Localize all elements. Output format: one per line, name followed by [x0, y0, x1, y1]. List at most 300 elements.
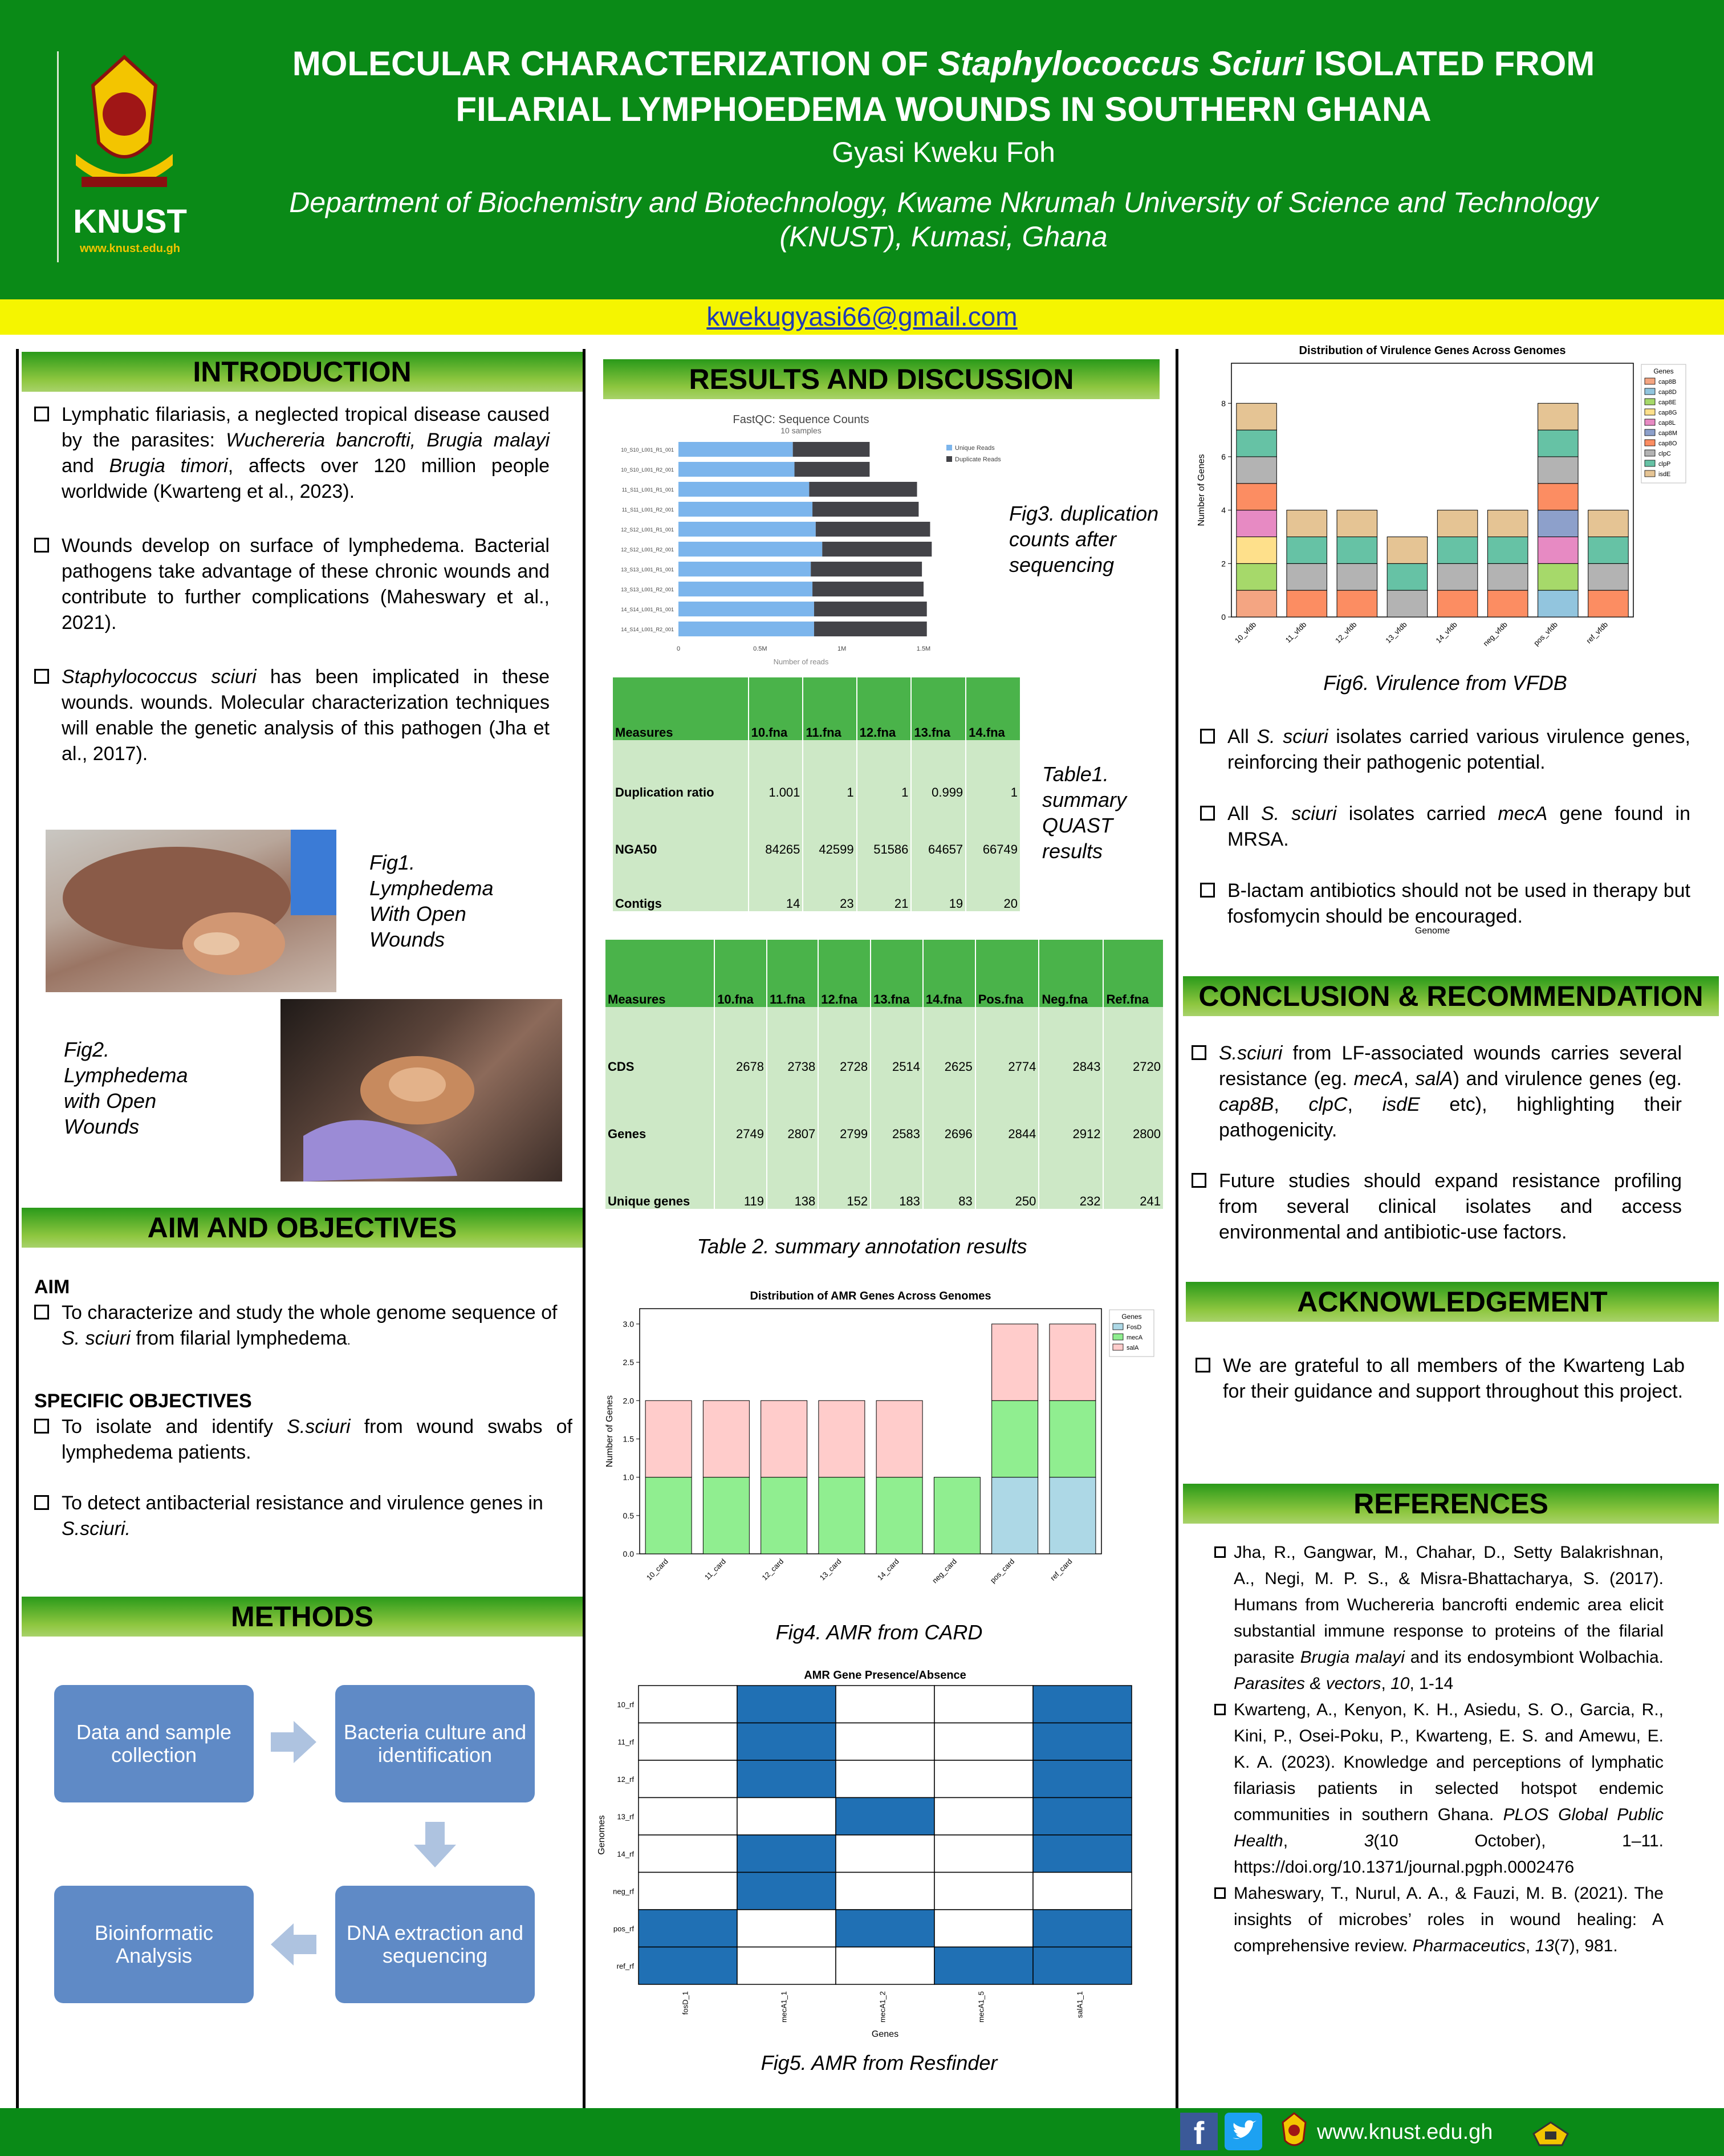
tick-label: 10_vfdb — [1233, 620, 1258, 645]
dept-line1: Department of Biochemistry and Biotechnology, Kwame Nkrumah University of Science and Technology — [289, 186, 1598, 218]
table-row: CDS 2678 2738 2728 2514 2625 2774 2843 2720 — [605, 1007, 1164, 1074]
axis-label: Number of Genes — [1197, 454, 1206, 526]
axis-label: Number of reads — [773, 657, 829, 666]
bar — [1437, 563, 1478, 590]
tick-label: salA1_1 — [1075, 1991, 1084, 2018]
table-row: Unique genes 119 138 152 183 83 250 232 241 — [605, 1142, 1164, 1209]
tick-label: mecA1_2 — [878, 1991, 887, 2023]
footer-url[interactable]: www.knust.edu.gh — [1317, 2120, 1493, 2144]
heatmap-cell — [836, 1910, 934, 1947]
bar — [1237, 510, 1277, 537]
amr-resfinder-heatmap — [596, 1665, 1149, 2041]
bar — [992, 1324, 1038, 1400]
intro-bullet: Staphylococcus sciuri has been implicated in these wounds. wounds. Molecular characterization techniques will enable the genetic analysis of this pathogen (Jha et al., 2017). — [34, 664, 550, 767]
bar — [1237, 484, 1277, 510]
legend-label: cap8E — [1658, 399, 1677, 406]
legend-swatch — [1645, 388, 1655, 395]
tick-label: mecA1_1 — [779, 1991, 788, 2023]
chart-title: FastQC: Sequence Counts — [733, 413, 869, 426]
bar — [812, 582, 924, 596]
tick-label: 10_S10_L001_R1_001 — [621, 447, 674, 453]
bar — [1387, 563, 1428, 590]
ack-text: We are grateful to all members of the Kwarteng Lab for their guidance and support throughout this project. — [1196, 1353, 1685, 1404]
tick-label: 0.0 — [623, 1549, 634, 1558]
heatmap-cell — [737, 1835, 836, 1873]
table-row: Genes 2749 2807 2799 2583 2696 2844 2912 2800 — [605, 1074, 1164, 1142]
legend-swatch — [1113, 1334, 1123, 1340]
tick-label: 12_S12_L001_R1_001 — [621, 527, 674, 533]
heatmap-cell — [737, 1723, 836, 1761]
checkbox-icon — [34, 407, 49, 421]
checkbox-icon — [1200, 883, 1215, 898]
tick-label: 11_S11_L001_R2_001 — [621, 507, 674, 513]
legend-swatch — [1645, 409, 1655, 415]
legend-label: Duplicate Reads — [955, 456, 1001, 463]
tick-label: ref_rf — [616, 1962, 634, 1971]
conclusion-heading: CONCLUSION & RECOMMENDATION — [1183, 976, 1719, 1016]
chart-title: Distribution of AMR Genes Across Genomes — [750, 1290, 991, 1302]
tick-label: 1.5M — [916, 645, 931, 652]
heatmap-cell — [1033, 1686, 1132, 1723]
heatmap-cell — [1033, 1835, 1132, 1873]
bar — [1538, 457, 1579, 484]
bar — [812, 502, 918, 517]
aims-heading: AIM AND OBJECTIVES — [22, 1208, 583, 1248]
amr-card-chart — [605, 1283, 1141, 1602]
tick-label: 12_card — [760, 1557, 786, 1582]
legend-swatch — [1645, 460, 1655, 466]
heatmap-cell — [1033, 1798, 1132, 1836]
bar — [1588, 590, 1629, 617]
bar — [1538, 510, 1579, 537]
tick-label: neg_card — [930, 1557, 958, 1585]
legend-label: cap8D — [1658, 389, 1677, 396]
fig2-photo — [280, 999, 562, 1181]
results-heading: RESULTS AND DISCUSSION — [603, 359, 1160, 399]
aim-bullet: To characterize and study the whole genome sequence of S. sciuri from filarial lymphedema. — [34, 1300, 572, 1353]
legend-title: Genes — [1121, 1313, 1142, 1321]
bar — [1287, 510, 1327, 537]
fig2-caption: Fig2. Lymphedema with Open Wounds — [64, 1038, 188, 1138]
legend-swatch — [1645, 399, 1655, 405]
heatmap-cell — [639, 1798, 737, 1836]
bar — [1437, 510, 1478, 537]
bar — [703, 1400, 749, 1477]
bar — [795, 462, 870, 477]
legend-label: cap8M — [1658, 430, 1678, 437]
bar — [1237, 537, 1277, 563]
bar — [992, 1400, 1038, 1477]
fig5-caption: Fig5. AMR from Resfinder — [761, 2051, 998, 2074]
tick-label: 14_S14_L001_R2_001 — [621, 627, 674, 632]
heatmap-cell — [934, 1723, 1033, 1761]
legend-label: isdE — [1658, 471, 1671, 478]
wound-image — [46, 830, 336, 992]
heatmap-cell — [1033, 1723, 1132, 1761]
bar — [761, 1477, 807, 1554]
tick-label: 14_rf — [617, 1849, 634, 1858]
bar — [814, 602, 927, 616]
heatmap-cell — [639, 1686, 737, 1723]
bar — [1538, 430, 1579, 457]
tick-label: 1M — [837, 645, 847, 652]
heatmap-cell — [737, 1873, 836, 1910]
tick-label: 14_card — [875, 1557, 901, 1582]
bar — [1538, 484, 1579, 510]
bar — [1437, 537, 1478, 563]
method-step: Bioinformatic Analysis — [54, 1886, 254, 2003]
intro-heading: INTRODUCTION — [22, 352, 583, 392]
bar — [678, 602, 814, 616]
heatmap-cell — [737, 1798, 836, 1836]
bar — [1050, 1400, 1096, 1477]
table1-caption: Table1. summary QUAST results — [1042, 762, 1127, 863]
heatmap-cell — [934, 1686, 1033, 1723]
bar — [1287, 563, 1327, 590]
table-row: Contigs 14 23 21 19 20 — [613, 857, 1020, 911]
axis-label: Genes — [871, 2029, 899, 2039]
heatmap-cell — [737, 1760, 836, 1798]
heatmap-cell — [934, 1835, 1033, 1873]
heatmap-cell — [836, 1760, 934, 1798]
bar — [814, 622, 927, 636]
tick-label: pos_rf — [613, 1924, 634, 1933]
fig1-caption: Fig1. Lymphedema With Open Wounds — [369, 851, 494, 951]
legend-swatch — [1645, 440, 1655, 446]
checkbox-icon — [1214, 1546, 1226, 1558]
heatmap-cell — [639, 1723, 737, 1761]
tick-label: 13_card — [818, 1557, 843, 1582]
tick-label: 10_S10_L001_R2_001 — [621, 467, 674, 473]
col-divider — [16, 349, 19, 2108]
tick-label: 13_S13_L001_R2_001 — [621, 587, 674, 592]
heatmap-cell — [836, 1835, 934, 1873]
bar — [678, 462, 795, 477]
tick-label: 14_vfdb — [1434, 620, 1459, 645]
legend-label: clpP — [1658, 461, 1671, 468]
method-step: Bacteria culture and identification — [335, 1685, 535, 1802]
bar — [819, 1477, 865, 1554]
reference-item: Kwarteng, A., Kenyon, K. H., Asiedu, S. O., Garcia, R., Kini, P., Osei-Poku, P., Kwarteng, E. S. and Amewu, E. K. A. (2023). Knowledge and perceptions of lymphatic filariasis patients in selected hotspot endemic communities in southern Ghana. PLOS Global Public Health, 3(10 October), 1–11. https://doi.org/10.1371/journal.pgph.0002476 — [1214, 1697, 1664, 1881]
reference-item: Maheswary, T., Nurul, A. A., & Fauzi, M. B. (2021). The insights of microbes’ roles in wound healing: A comprehensive review. Pharmaceutics, 13(7), 981. — [1214, 1881, 1664, 1959]
title-italic: Staphylococcus Sciuri — [937, 44, 1305, 83]
axis-label: Genomes — [597, 1815, 607, 1855]
legend-label: FosD — [1127, 1324, 1142, 1331]
legend-swatch — [946, 456, 952, 462]
bar — [1538, 563, 1579, 590]
results-bullet: All S. sciuri isolates carried mecA gene found in MRSA. — [1200, 801, 1690, 852]
checkbox-icon — [34, 538, 49, 553]
bar — [819, 1400, 865, 1477]
author-name: Gyasi Kweku Foh — [832, 136, 1055, 168]
legend-swatch — [946, 445, 952, 450]
bar — [678, 482, 809, 497]
fig4-caption: Fig4. AMR from CARD — [775, 1621, 983, 1644]
legend-swatch — [1645, 450, 1655, 456]
bar — [1050, 1477, 1096, 1554]
tick-label: 2.5 — [623, 1358, 634, 1367]
intro-bullet: Wounds develop on surface of lymphedema. Bacterial pathogens take advantage of these chronic wounds and contribute to further complications (Maheswary et al., 2021). — [34, 533, 550, 636]
bar — [1287, 590, 1327, 617]
checkbox-icon — [1192, 1173, 1206, 1188]
tick-label: 12_rf — [617, 1775, 634, 1784]
conclusion-bullet: Future studies should expand resistance profiling from several clinical isolates and access environmental and antibiotic-use factors. — [1192, 1168, 1682, 1245]
checkbox-icon — [1200, 806, 1215, 821]
method-step: DNA extraction and sequencing — [335, 1886, 535, 2003]
legend-swatch — [1113, 1344, 1123, 1350]
methods-heading: METHODS — [22, 1597, 583, 1637]
bar — [761, 1400, 807, 1477]
title-line2: FILARIAL LYMPHOEDEMA WOUNDS IN SOUTHERN GHANA — [456, 90, 1432, 128]
heatmap-cell — [836, 1873, 934, 1910]
checkbox-icon — [1196, 1358, 1210, 1373]
tick-label: 13_vfdb — [1384, 620, 1409, 645]
legend-label: cap8B — [1658, 379, 1677, 385]
heatmap-cell — [1033, 1873, 1132, 1910]
tick-label: 2 — [1221, 559, 1226, 569]
bar — [793, 442, 870, 457]
tick-label: 8 — [1221, 399, 1226, 408]
heatmap-cell — [1033, 1947, 1132, 1985]
heatmap-cell — [737, 1947, 836, 1985]
tick-label: ref_card — [1048, 1557, 1074, 1582]
bar — [822, 542, 932, 557]
bar — [678, 622, 814, 636]
tick-label: 11_rf — [617, 1737, 634, 1747]
legend-title: Genes — [1653, 367, 1674, 375]
legend-swatch — [1645, 429, 1655, 436]
col-divider — [1176, 349, 1178, 2108]
tick-label: 10_rf — [617, 1700, 634, 1709]
bar — [645, 1477, 692, 1554]
conclusion-text — [1192, 1041, 1682, 1245]
aims-text: AIM To characterize and study the whole genome sequence of S. sciuri from filarial lymphedema. SPECIFIC OBJECTIVES To isolate and identify S.sciuri from wound swabs of lymphedema patients. To detect antibacterial resistance and virulence genes in S.sciuri. — [34, 1274, 572, 1542]
tick-label: 10_card — [644, 1557, 670, 1582]
legend-label: clpC — [1658, 450, 1672, 457]
fig1-photo — [46, 830, 336, 992]
heatmap-cell — [934, 1910, 1033, 1947]
heatmap-cell — [639, 1947, 737, 1985]
knust-logo — [57, 51, 200, 262]
bar — [1487, 563, 1528, 590]
bar — [1237, 403, 1277, 430]
tick-label: ref_vfdb — [1584, 620, 1610, 645]
arrow-left-icon — [268, 1919, 319, 1970]
bar — [1337, 537, 1377, 563]
bar — [678, 442, 793, 457]
results-bullet: All S. sciuri isolates carried various virulence genes, reinforcing their pathogenic potential. — [1200, 724, 1690, 775]
crest-icon — [1277, 2111, 1311, 2152]
bar — [678, 562, 811, 576]
dept-line2: (KNUST), Kumasi, Ghana — [779, 221, 1108, 253]
tick-label: neg_vfdb — [1481, 620, 1509, 648]
heatmap-cell — [639, 1910, 737, 1947]
bar — [1538, 537, 1579, 563]
bar — [1538, 590, 1579, 617]
tick-label: 11_vfdb — [1283, 620, 1308, 645]
bar — [645, 1400, 692, 1477]
table-row: NGA50 84265 42599 51586 64657 66749 — [613, 800, 1020, 857]
bar — [876, 1400, 922, 1477]
references-heading: REFERENCES — [1183, 1484, 1719, 1524]
tick-label: 1.0 — [623, 1472, 634, 1482]
tick-label: 11_S11_L001_R1_001 — [621, 487, 674, 493]
heatmap-cell — [639, 1873, 737, 1910]
heatmap-cell — [836, 1798, 934, 1836]
title-part1: MOLECULAR CHARACTERIZATION OF — [292, 44, 938, 83]
bar — [1487, 537, 1528, 563]
table-header-row: Measures 10.fna 11.fna 12.fna 13.fna 14.fna Pos.fna Neg.fna Ref.fna — [605, 940, 1164, 1007]
objective-bullet: To isolate and identify S.sciuri from wound swabs of lymphedema patients. — [34, 1414, 572, 1465]
bar — [703, 1477, 749, 1554]
bar — [876, 1477, 922, 1554]
checkbox-icon — [1192, 1045, 1206, 1060]
tick-label: 13_S13_L001_R1_001 — [621, 567, 674, 573]
title-part2: ISOLATED FROM — [1304, 44, 1595, 83]
bar — [1337, 590, 1377, 617]
checkbox-icon — [1214, 1704, 1226, 1715]
table-row: Duplication ratio 1.001 1 1 0.999 1 — [613, 740, 1020, 800]
tick-label: 0.5M — [753, 645, 767, 652]
references-list — [1214, 1540, 1664, 1959]
tick-label: pos_vfdb — [1532, 620, 1559, 648]
legend-label: cap8G — [1658, 409, 1677, 416]
bar — [809, 482, 917, 497]
heatmap-cell — [934, 1873, 1033, 1910]
tick-label: 0.5 — [623, 1511, 634, 1520]
bar — [678, 502, 812, 517]
tick-label: fosD_1 — [681, 1991, 690, 2015]
heatmap-cell — [836, 1686, 934, 1723]
bar — [678, 522, 816, 537]
tick-label: 13_rf — [617, 1812, 634, 1821]
reference-item: Jha, R., Gangwar, M., Chahar, D., Setty Balakrishnan, A., Negi, M. P. S., & Misra-Bhattacharya, S. (2017). Humans from Wuchereria bancrofti endemic area elicit substantial immune response to proteins of the filarial parasite Brugia malayi and its endosymbiont Wolbachia. Parasites & vectors, 10, 1-14 — [1214, 1540, 1664, 1697]
arrow-right-icon — [268, 1716, 319, 1768]
ack-heading: ACKNOWLEDGEMENT — [1186, 1282, 1719, 1322]
tick-label: 6 — [1221, 452, 1226, 461]
chart-title: AMR Gene Presence/Absence — [804, 1669, 966, 1682]
legend-swatch — [1113, 1323, 1123, 1330]
bar — [816, 522, 930, 537]
chart-subtitle: 10 samples — [780, 426, 822, 435]
tick-label: 0 — [1221, 612, 1226, 622]
department — [205, 185, 1682, 254]
fastqc-chart — [613, 411, 1001, 673]
intro-bullet: Lymphatic filariasis, a neglected tropical disease caused by the parasites: Wuchereria bancrofti, Brugia malayi and Brugia timori, affects over 120 million people worldwide (Kwarteng et al., 2023). — [34, 402, 550, 505]
heatmap-cell — [737, 1910, 836, 1947]
tick-label: mecA1_5 — [977, 1991, 986, 2023]
legend-label: cap8O — [1658, 440, 1677, 447]
method-step: Data and sample collection — [54, 1685, 254, 1802]
tick-label: 2.0 — [623, 1396, 634, 1406]
objective-bullet: To detect antibacterial resistance and virulence genes in S.sciuri. — [34, 1491, 572, 1542]
tick-label: 12_S12_L001_R2_001 — [621, 547, 674, 553]
heatmap-cell — [934, 1798, 1033, 1836]
bar — [1588, 510, 1629, 537]
bar — [1237, 563, 1277, 590]
tick-label: neg_rf — [613, 1887, 634, 1896]
tick-label: 14_S14_L001_R1_001 — [621, 607, 674, 612]
logo-url: www.knust.edu.gh — [80, 242, 180, 255]
tick-label: pos_card — [988, 1557, 1016, 1585]
wound-image — [280, 999, 562, 1181]
legend-label: cap8L — [1658, 420, 1676, 427]
legend-label: Unique Reads — [955, 445, 995, 452]
checkbox-icon — [34, 669, 49, 684]
tick-label: 12_vfdb — [1333, 620, 1359, 645]
email-bar — [0, 299, 1724, 335]
poster-title — [205, 41, 1682, 132]
bar — [1237, 590, 1277, 617]
legend-swatch — [1645, 419, 1655, 425]
bar — [1538, 403, 1579, 430]
bar — [1387, 537, 1428, 563]
axis-label: Genome — [1414, 926, 1450, 936]
logo-text: KNUST — [73, 203, 187, 240]
bar — [934, 1477, 980, 1554]
bar — [678, 582, 812, 596]
heatmap-cell — [836, 1947, 934, 1985]
bar — [1287, 537, 1327, 563]
heatmap-cell — [1033, 1760, 1132, 1798]
legend-label: salA — [1127, 1345, 1139, 1351]
axis-label: Number of Genes — [605, 1395, 615, 1468]
results-bullet: B-lactam antibiotics should not be used in therapy but fosfomycin should be encouraged. — [1200, 878, 1690, 929]
col-divider — [583, 349, 585, 2154]
heatmap-cell — [934, 1760, 1033, 1798]
checkbox-icon — [34, 1495, 49, 1510]
fig3-caption: Fig3. duplication counts after sequencing — [1009, 502, 1159, 576]
tick-label: 0 — [676, 645, 681, 652]
bar — [1487, 510, 1528, 537]
heatmap-cell — [1033, 1910, 1132, 1947]
email-link[interactable]: kwekugyasi66@gmail.com — [706, 302, 1018, 331]
facebook-icon[interactable]: f — [1180, 2113, 1218, 2150]
table-header-row: Measures 10.fna 11.fna 12.fna 13.fna 14.fna — [613, 677, 1020, 740]
table2-caption: Table 2. summary annotation results — [697, 1235, 1027, 1258]
twitter-icon[interactable] — [1225, 2113, 1262, 2150]
bar — [1337, 563, 1377, 590]
bar — [1237, 430, 1277, 457]
quast-table — [613, 677, 1021, 911]
arrow-down-icon — [409, 1819, 461, 1870]
chart-title: Distribution of Virulence Genes Across Genomes — [1299, 344, 1566, 357]
heatmap-cell — [639, 1760, 737, 1798]
bar — [1337, 510, 1377, 537]
legend-swatch — [1645, 378, 1655, 384]
bar — [1588, 537, 1629, 563]
fig6-caption: Fig6. Virulence from VFDB — [1323, 671, 1567, 695]
results-bullets — [1200, 724, 1690, 929]
legend-label: mecA — [1127, 1334, 1143, 1341]
emblem-icon — [1528, 2111, 1573, 2152]
heatmap-cell — [934, 1947, 1033, 1985]
bar — [1588, 563, 1629, 590]
bar — [811, 562, 922, 576]
legend-swatch — [1645, 470, 1655, 477]
tick-label: 11_card — [702, 1557, 727, 1582]
bar — [1387, 590, 1428, 617]
bar — [1487, 590, 1528, 617]
checkbox-icon — [1200, 729, 1215, 744]
heatmap-cell — [836, 1723, 934, 1761]
tick-label: 3.0 — [623, 1319, 634, 1329]
bar — [1050, 1324, 1096, 1400]
heatmap-cell — [737, 1686, 836, 1723]
annotation-table — [605, 940, 1164, 1209]
checkbox-icon — [34, 1419, 49, 1434]
tick-label: 4 — [1221, 505, 1226, 515]
